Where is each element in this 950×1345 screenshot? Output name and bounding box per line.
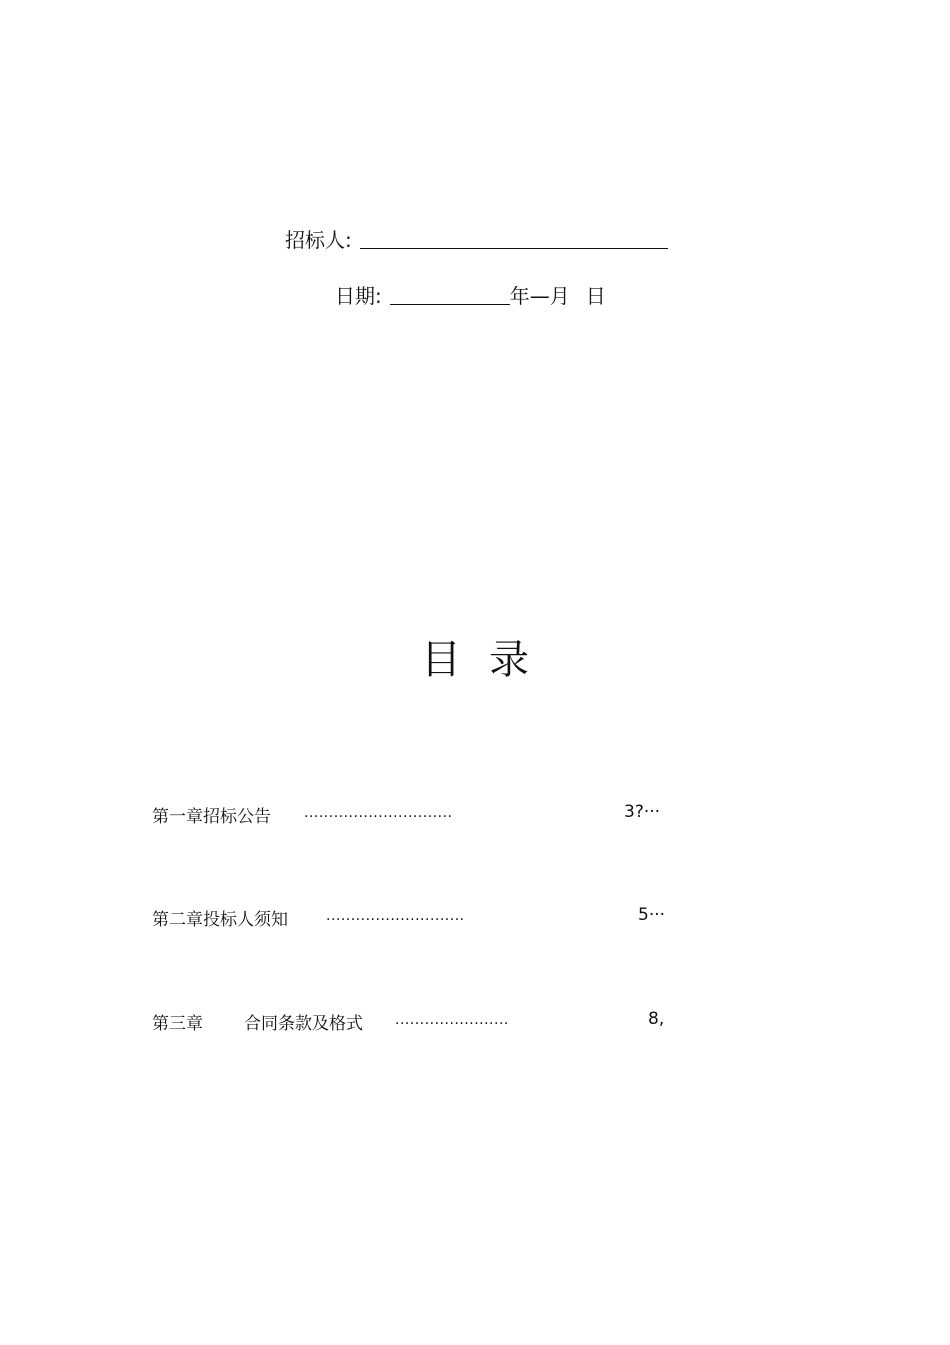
- toc-page-number: 5···: [638, 905, 666, 925]
- year-month-label: 年—月: [509, 284, 570, 308]
- tenderer-blank: [360, 247, 668, 249]
- toc-dots: ..............................: [304, 805, 453, 821]
- date-label: 日期:: [335, 284, 382, 308]
- toc-chapter: 第一章招标公告: [152, 807, 271, 827]
- tenderer-label: 招标人:: [285, 228, 352, 252]
- toc-chapter: 第二章投标人须知: [152, 910, 288, 930]
- year-blank: [390, 303, 510, 305]
- toc-entry: [152, 1009, 667, 1035]
- tenderer-line: [285, 224, 668, 253]
- toc-page-number: 3?···: [624, 802, 661, 822]
- toc-page-number: 8,: [648, 1009, 665, 1029]
- toc-title: 目录: [421, 637, 557, 683]
- toc-chapter: 第三章: [152, 1014, 203, 1034]
- toc-chapter-title: 合同条款及格式: [244, 1014, 363, 1034]
- toc-entry: [152, 905, 667, 931]
- date-line: [335, 280, 606, 309]
- toc-entry: [152, 802, 667, 828]
- toc-dots: .......................: [395, 1012, 509, 1028]
- day-label: 日: [585, 284, 606, 308]
- toc-dots: ............................: [326, 908, 465, 924]
